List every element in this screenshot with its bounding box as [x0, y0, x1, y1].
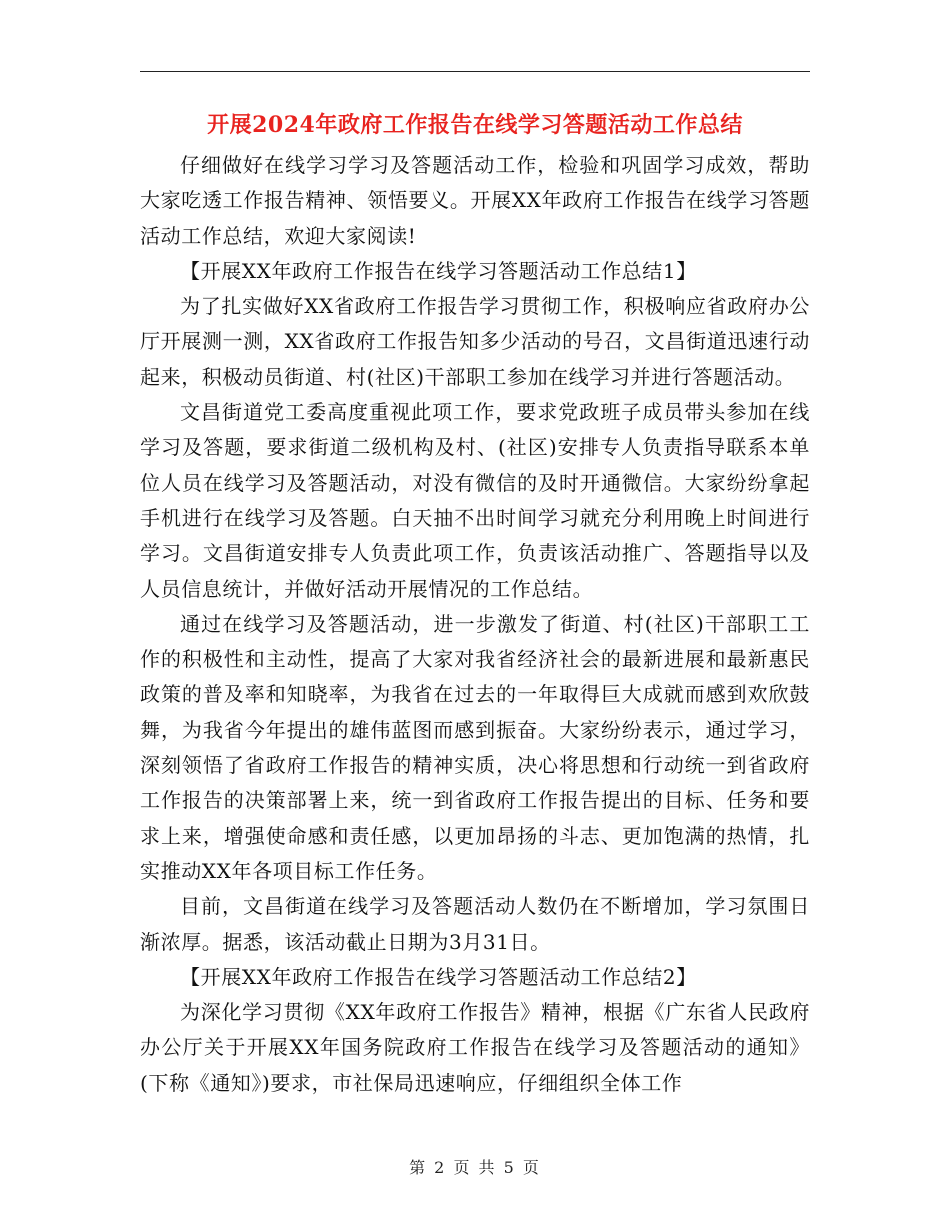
- page-number: 第 2 页 共 5 页: [409, 1158, 541, 1177]
- intro-paragraph: 仔细做好在线学习学习及答题活动工作，检验和巩固学习成效，帮助大家吃透工作报告精神、领悟要义。开展XX年政府工作报告在线学习答题活动工作总结，欢迎大家阅读!: [140, 153, 810, 248]
- body-paragraph: 为深化学习贯彻《XX年政府工作报告》精神，根据《广东省人民政府办公厅关于开展XX年国务院政府工作报告在线学习及答题活动的通知》(下称《通知》)要求，市社保局迅速响应，仔细组织全体工作: [140, 1000, 810, 1095]
- section-heading-1: 【开展XX年政府工作报告在线学习答题活动工作总结1】: [180, 258, 697, 283]
- body-paragraph: 通过在线学习及答题活动，进一步激发了街道、村(社区)干部职工工作的积极性和主动性，提高了大家对我省经济社会的最新进展和最新惠民政策的普及率和知晓率，为我省在过去的一年取得巨大成就而感到欢欣鼓舞，为我省今年提出的雄伟蓝图而感到振奋。大家纷纷表示，通过学习，深刻领悟了省政府工作报告的精神实质，决心将思想和行动统一到省政府工作报告的决策部署上来，统一到省政府工作报告提出的目标、任务和要求上来，增强使命感和责任感，以更加昂扬的斗志、更加饱满的热情，扎实推动XX年各项目标工作任务。: [140, 611, 810, 883]
- document-body: [140, 148, 810, 1101]
- section-heading-2: 【开展XX年政府工作报告在线学习答题活动工作总结2】: [180, 964, 697, 989]
- body-paragraph: 目前，文昌街道在线学习及答题活动人数仍在不断增加，学习氛围日渐浓厚。据悉，该活动截止日期为3月31日。: [140, 894, 810, 954]
- header-rule: [140, 71, 810, 72]
- body-paragraph: 文昌街道党工委高度重视此项工作，要求党政班子成员带头参加在线学习及答题，要求街道二级机构及村、(社区)安排专人负责指导联系本单位人员在线学习及答题活动，对没有微信的及时开通微信。大家纷纷拿起手机进行在线学习及答题。白天抽不出时间学习就充分利用晚上时间进行学习。文昌街道安排专人负责此项工作，负责该活动推广、答题指导以及人员信息统计，并做好活动开展情况的工作总结。: [140, 400, 810, 601]
- document-title: 开展2024年政府工作报告在线学习答题活动工作总结: [207, 112, 743, 138]
- body-paragraph: 为了扎实做好XX省政府工作报告学习贯彻工作，积极响应省政府办公厅开展测一测，XX省政府工作报告知多少活动的号召，文昌街道迅速行动起来，积极动员街道、村(社区)干部职工参加在线学习并进行答题活动。: [140, 294, 810, 389]
